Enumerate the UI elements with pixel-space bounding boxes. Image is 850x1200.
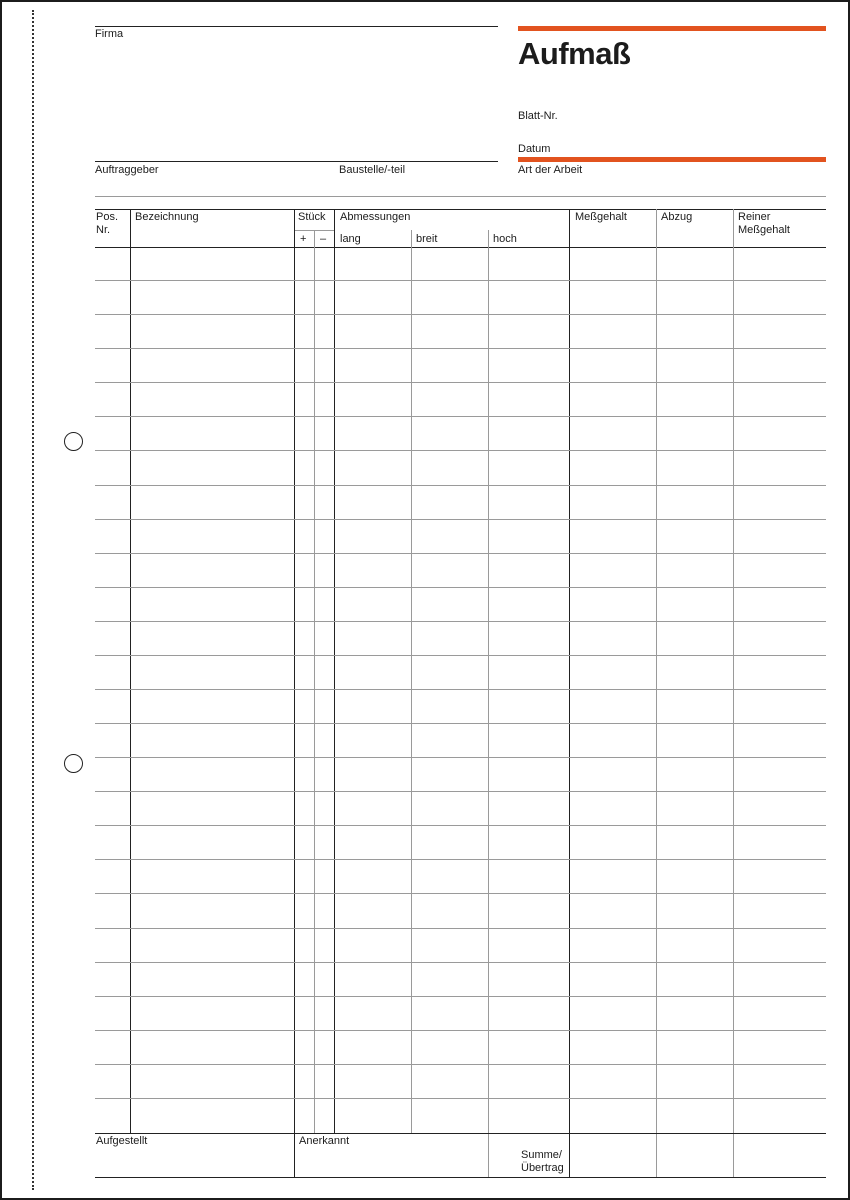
firma-label: Firma [95, 28, 124, 40]
summe-label-1: Summe/ [521, 1149, 562, 1161]
header-separator-rule [95, 196, 826, 197]
col-plus-label: + [300, 233, 307, 245]
auftraggeber-rule [95, 161, 498, 162]
title-accent-bar [518, 26, 826, 31]
table-row[interactable] [95, 724, 826, 758]
col-reiner-label-1: Reiner [738, 211, 771, 223]
datum-accent-bar [518, 157, 826, 162]
table-row[interactable] [95, 963, 826, 997]
table-row[interactable] [95, 315, 826, 349]
table-row[interactable] [95, 929, 826, 963]
table-row[interactable] [95, 554, 826, 588]
table-row[interactable] [95, 451, 826, 485]
table-row[interactable] [95, 622, 826, 656]
blatt-nr-label: Blatt-Nr. [518, 110, 558, 122]
table-row[interactable] [95, 520, 826, 554]
col-abzug-label: Abzug [661, 211, 693, 223]
col-reiner-label-2: Meßgehalt [738, 224, 790, 236]
table-row[interactable] [95, 826, 826, 860]
punch-hole-bottom [64, 754, 83, 773]
col-breit-label: breit [416, 233, 438, 245]
datum-label: Datum [518, 143, 551, 155]
footer-bottom-rule [95, 1177, 826, 1178]
table-row[interactable] [95, 690, 826, 724]
firma-top-rule [95, 26, 498, 27]
col-minus-label: – [320, 233, 327, 245]
col-abmessungen-label: Abmessungen [340, 211, 411, 223]
table-bottom-rule [95, 1133, 826, 1134]
table-row[interactable] [95, 486, 826, 520]
table-row[interactable] [95, 349, 826, 383]
col-lang-label: lang [340, 233, 361, 245]
aufgestellt-label: Aufgestellt [96, 1135, 148, 1147]
col-bezeichnung-label: Bezeichnung [135, 211, 199, 223]
table-row[interactable] [95, 1099, 826, 1133]
col-stueck-label: Stück [298, 211, 326, 223]
perforation-line [32, 10, 34, 1190]
table-row[interactable] [95, 758, 826, 792]
table-row[interactable] [95, 1031, 826, 1065]
auftraggeber-label: Auftraggeber [95, 164, 159, 176]
table-row[interactable] [95, 792, 826, 826]
table-row[interactable] [95, 588, 826, 622]
baustelle-label: Baustelle/-teil [339, 164, 406, 176]
col-pos-label-2: Nr. [96, 224, 111, 236]
table-row[interactable] [95, 281, 826, 315]
page-title: Aufmaß [518, 36, 631, 71]
table-row[interactable] [95, 417, 826, 451]
anerkannt-label: Anerkannt [299, 1135, 350, 1147]
table-top-rule [95, 209, 826, 210]
table-row[interactable] [95, 997, 826, 1031]
table-row[interactable] [95, 894, 826, 928]
table-row[interactable] [95, 383, 826, 417]
punch-hole-top [64, 432, 83, 451]
summe-label-2: Übertrag [521, 1162, 564, 1174]
table-row[interactable] [95, 656, 826, 690]
col-messgehalt-label: Meßgehalt [575, 211, 627, 223]
art-der-arbeit-label: Art der Arbeit [518, 164, 583, 176]
table-row[interactable] [95, 860, 826, 894]
table-row[interactable] [95, 1065, 826, 1099]
col-hoch-label: hoch [493, 233, 517, 245]
table-row[interactable] [95, 247, 826, 281]
col-pos-label-1: Pos. [96, 211, 119, 223]
